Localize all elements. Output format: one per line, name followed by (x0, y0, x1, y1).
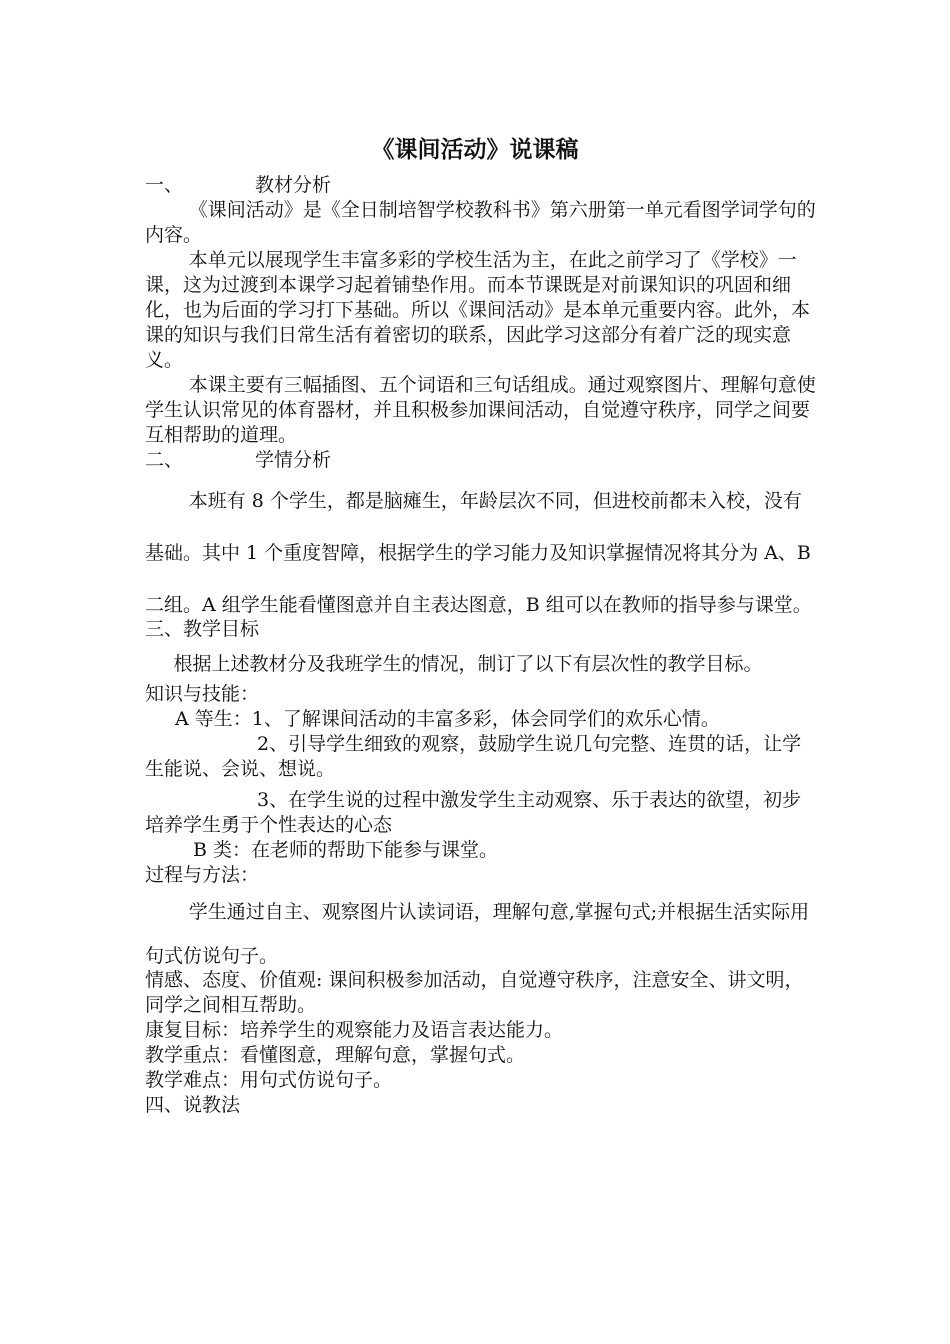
a-group-item-3: 3、在学生说的过程中激发学生主动观察、乐于表达的欲望，初步培养学生勇于个性表达的心态 (145, 789, 802, 836)
difficulty-point: 教学难点：用句式仿说句子。 (145, 1069, 393, 1091)
section-heading-2 (145, 448, 817, 473)
document-title: 《课间活动》说课稿 (371, 137, 579, 163)
a-group-label: A 等生： (175, 708, 252, 730)
a-group-item-1: A 等生：1、了解课间活动的丰富多彩，体会同学们的欢乐心情。 (175, 708, 720, 730)
section-heading-3: 三、教学目标 (145, 618, 260, 640)
knowledge-label: 知识与技能： (145, 683, 260, 705)
section-heading-1 (145, 173, 817, 198)
paragraph: 本班有 8 个学生，都是脑瘫生，年龄层次不同，但进校前都未入校，没有基础。其中 1 个重度智障，根据学生的学习能力及知识掌握情况将其分为 A、B 二组。A 组学生能看懂图意并自主表达图意，B 组可以在教师的指导参与课堂。 (145, 490, 812, 616)
process-label: 过程与方法： (145, 864, 260, 886)
document-body (145, 173, 817, 1118)
paragraph: 本课主要有三幅插图、五个词语和三句话组成。通过观察图片、理解句意使学生认识常见的体育器材，并且积极参加课间活动，自觉遵守秩序，同学之间要互相帮助的道理。 (145, 374, 816, 446)
emotion-goal: 情感、态度、价值观: 课间积极参加活动，自觉遵守秩序，注意安全、讲文明，同学之间相互帮助。 (145, 969, 804, 1016)
paragraph: 本单元以展现学生丰富多彩的学校生活为主，在此之前学习了《学校》一课，这为过渡到本课学习起着铺垫作用。而本节课既是对前课知识的巩固和细化，也为后面的学习打下基础。所以《课间活动》是本单元重要内容。此外，本课的知识与我们日常生活有着密切的联系，因此学习这部分有着广泛的现实意义。 (145, 249, 811, 371)
rehab-goal: 康复目标：培养学生的观察能力及语言表达能力。 (145, 1019, 564, 1041)
a-group-item-2: 2、引导学生细致的观察，鼓励学生说几句完整、连贯的话，让学生能说、会说、想说。 (145, 733, 802, 780)
heading-number: 二、 (145, 449, 184, 471)
heading-text: 学情分析 (255, 449, 332, 471)
heading-text: 教材分析 (255, 174, 332, 196)
section-heading-4: 四、说教法 (145, 1094, 241, 1116)
b-group-item: B 类：在老师的帮助下能参与课堂。 (193, 839, 499, 861)
paragraph: 《课间活动》是《全日制培智学校教科书》第六册第一单元看图学词学句的内容。 (145, 199, 816, 246)
key-point: 教学重点：看懂图意，理解句意，掌握句式。 (145, 1044, 526, 1066)
heading-number: 一、 (145, 174, 184, 196)
paragraph: 学生通过自主、观察图片认读词语，理解句意,掌握句式;并根据生活实际用句式仿说句子。 (145, 901, 810, 967)
paragraph: 根据上述教材分及我班学生的情况，制订了以下有层次性的教学目标。 (173, 653, 763, 675)
